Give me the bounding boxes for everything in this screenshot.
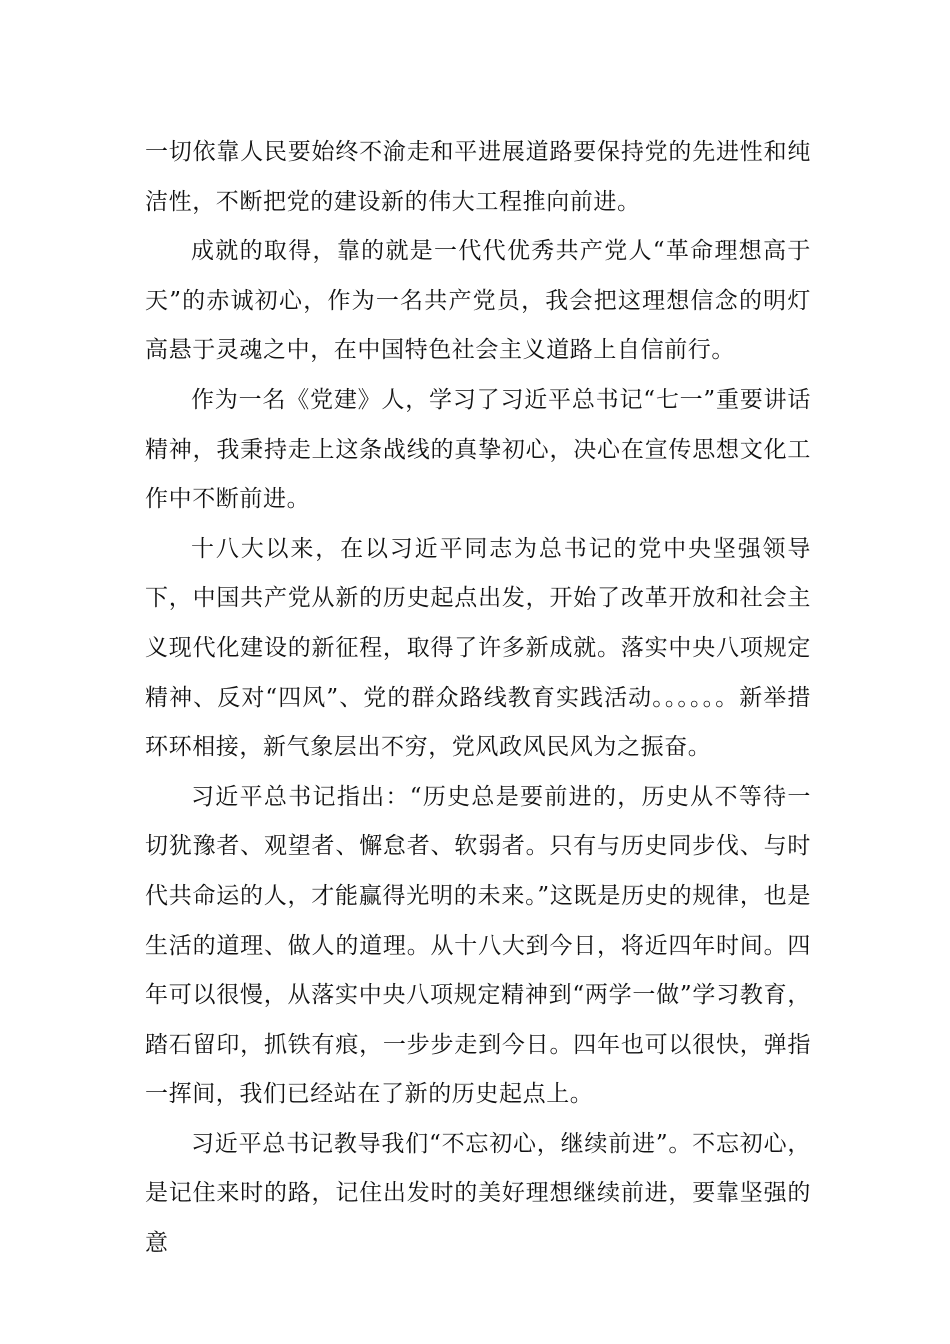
document-body bbox=[145, 128, 811, 1269]
paragraph-2: 成就的取得，靠的就是一代代优秀共产党人“革命理想高于天”的赤诚初心，作为一名共产党员，我会把这理想信念的明灯高悬于灵魂之中，在中国特色社会主义道路上自信前行。 bbox=[145, 238, 811, 364]
paragraph-3: 作为一名《党建》人，学习了习近平总书记“七一”重要讲话精神，我秉持走上这条战线的真挚初心，决心在宣传思想文化工作中不断前进。 bbox=[145, 386, 811, 513]
paragraph-1: 一切依靠人民要始终不渝走和平进展道路要保持党的先进性和纯洁性，不断把党的建设新的伟大工程推向前进。 bbox=[145, 139, 811, 215]
paragraph-6: 习近平总书记教导我们“不忘初心，继续前进”。不忘初心，是记住来时的路，记住出发时的美好理想继续前进，要靠坚强的意 bbox=[145, 1130, 811, 1257]
paragraph-4: 十八大以来，在以习近平同志为总书记的党中央坚强领导下，中国共产党从新的历史起点出发，开始了改革开放和社会主义现代化建设的新征程，取得了许多新成就。落实中央八项规定精神、反对“四风”、党的群众路线教育实践活动。。。。。。新举措环环相接，新气象层出不穷，党风政风民风为之振奋。 bbox=[145, 535, 811, 761]
paragraph-5: 习近平总书记指出：“历史总是要前进的，历史从不等待一切犹豫者、观望者、懈怠者、软弱者。只有与历史同步伐、与时代共命运的人，才能赢得光明的未来。”这既是历史的规律，也是生活的道理、做人的道理。从十八大到今日，将近四年时间。四年可以很慢，从落实中央八项规定精神到“两学一做”学习教育，踏石留印，抓铁有痕，一步步走到今日。四年也可以很快，弹指一挥间，我们已经站在了新的历史起点上。 bbox=[145, 783, 811, 1108]
